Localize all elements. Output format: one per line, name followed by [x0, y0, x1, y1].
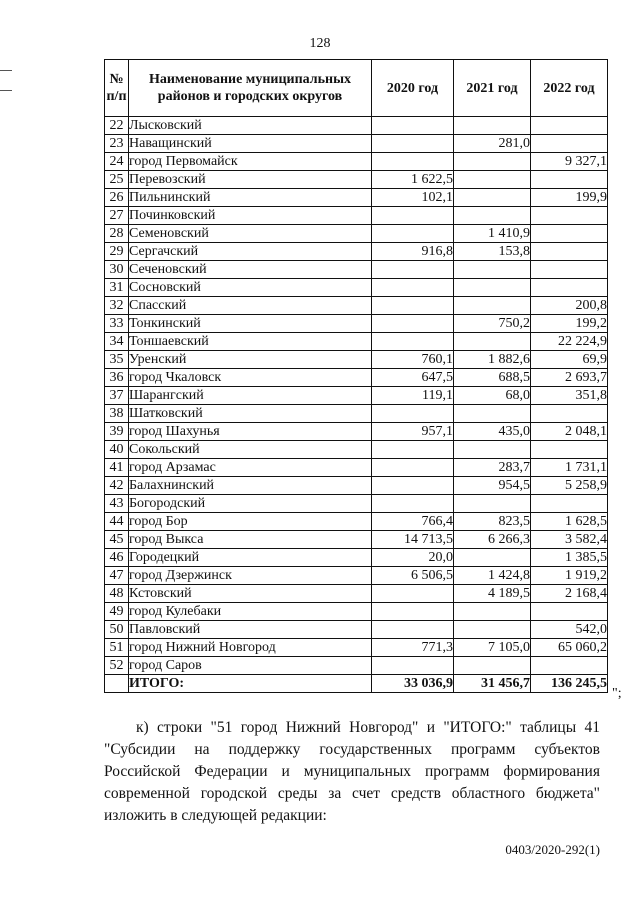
table-row	[105, 135, 608, 153]
row-number: 49	[105, 603, 129, 621]
district-name: город Выкса	[129, 531, 372, 549]
district-name: Сергачский	[129, 243, 372, 261]
district-name: город Чкаловск	[129, 369, 372, 387]
value-2020	[372, 207, 454, 225]
total-2022: 136 245,5	[531, 675, 608, 693]
table-header-row	[105, 60, 608, 117]
header-number: № п/п	[105, 60, 129, 117]
district-name: Павловский	[129, 621, 372, 639]
value-2021	[454, 603, 531, 621]
district-name: город Арзамас	[129, 459, 372, 477]
value-2021: 954,5	[454, 477, 531, 495]
value-2021: 750,2	[454, 315, 531, 333]
value-2022	[531, 657, 608, 675]
value-2021: 688,5	[454, 369, 531, 387]
table-row	[105, 567, 608, 585]
value-2020: 6 506,5	[372, 567, 454, 585]
table-row	[105, 279, 608, 297]
value-2021	[454, 261, 531, 279]
district-name: Починковский	[129, 207, 372, 225]
amendment-paragraph	[104, 717, 600, 827]
table-row	[105, 441, 608, 459]
table-row	[105, 243, 608, 261]
value-2022: 22 224,9	[531, 333, 608, 351]
value-2020	[372, 621, 454, 639]
value-2020: 102,1	[372, 189, 454, 207]
value-2020	[372, 441, 454, 459]
row-number: 46	[105, 549, 129, 567]
value-2021	[454, 171, 531, 189]
value-2021	[454, 495, 531, 513]
table-row	[105, 531, 608, 549]
value-2022	[531, 225, 608, 243]
margin-mark	[0, 70, 12, 71]
header-2022: 2022 год	[531, 60, 608, 117]
table-row	[105, 495, 608, 513]
value-2020	[372, 459, 454, 477]
row-number: 41	[105, 459, 129, 477]
value-2022	[531, 135, 608, 153]
value-2022: 1 385,5	[531, 549, 608, 567]
table-row	[105, 351, 608, 369]
table-row	[105, 621, 608, 639]
value-2021: 435,0	[454, 423, 531, 441]
table-row	[105, 423, 608, 441]
row-number: 45	[105, 531, 129, 549]
row-number: 28	[105, 225, 129, 243]
value-2021: 68,0	[454, 387, 531, 405]
value-2021: 1 424,8	[454, 567, 531, 585]
district-name: Тоншаевский	[129, 333, 372, 351]
district-name: город Саров	[129, 657, 372, 675]
row-number: 50	[105, 621, 129, 639]
district-name: Уренский	[129, 351, 372, 369]
row-number: 39	[105, 423, 129, 441]
district-name: Сокольский	[129, 441, 372, 459]
value-2022: 1 628,5	[531, 513, 608, 531]
value-2020: 647,5	[372, 369, 454, 387]
value-2020	[372, 135, 454, 153]
value-2022: 65 060,2	[531, 639, 608, 657]
value-2022: 199,2	[531, 315, 608, 333]
total-label: ИТОГО:	[129, 675, 372, 693]
row-number: 35	[105, 351, 129, 369]
table-row	[105, 387, 608, 405]
total-row	[105, 675, 608, 693]
table-row	[105, 297, 608, 315]
table-row	[105, 657, 608, 675]
row-number: 23	[105, 135, 129, 153]
district-name: город Кулебаки	[129, 603, 372, 621]
value-2021	[454, 441, 531, 459]
row-number: 38	[105, 405, 129, 423]
value-2022: 199,9	[531, 189, 608, 207]
table-row	[105, 585, 608, 603]
value-2022: 542,0	[531, 621, 608, 639]
district-name: Балахнинский	[129, 477, 372, 495]
value-2022: 9 327,1	[531, 153, 608, 171]
district-name: Семеновский	[129, 225, 372, 243]
total-2021: 31 456,7	[454, 675, 531, 693]
row-number: 24	[105, 153, 129, 171]
row-number: 44	[105, 513, 129, 531]
value-2020: 119,1	[372, 387, 454, 405]
document-code: 0403/2020-292(1)	[505, 842, 600, 857]
value-2022: 1 731,1	[531, 459, 608, 477]
table-row	[105, 513, 608, 531]
header-name: Наименование муниципальных районов и городских округов	[129, 60, 372, 117]
value-2022	[531, 495, 608, 513]
district-name: Пильнинский	[129, 189, 372, 207]
value-2021	[454, 117, 531, 135]
value-2022: 3 582,4	[531, 531, 608, 549]
table-row	[105, 153, 608, 171]
district-name: город Шахунья	[129, 423, 372, 441]
header-2021: 2021 год	[454, 60, 531, 117]
value-2022	[531, 279, 608, 297]
table-row	[105, 225, 608, 243]
row-number: 37	[105, 387, 129, 405]
row-number: 34	[105, 333, 129, 351]
table-row	[105, 549, 608, 567]
value-2020: 14 713,5	[372, 531, 454, 549]
value-2021	[454, 621, 531, 639]
value-2020	[372, 117, 454, 135]
district-name: Спасский	[129, 297, 372, 315]
row-number: 27	[105, 207, 129, 225]
value-2021	[454, 333, 531, 351]
value-2020: 771,3	[372, 639, 454, 657]
table-row	[105, 207, 608, 225]
row-number: 26	[105, 189, 129, 207]
row-number: 30	[105, 261, 129, 279]
value-2022	[531, 405, 608, 423]
district-name: Богородский	[129, 495, 372, 513]
value-2020	[372, 405, 454, 423]
paragraph-text: к) строки "51 город Нижний Новгород" и "ИТОГО:" таблицы 41 "Субсидии на поддержку государственных программ субъектов Российской Федерации и муниципальных программ формирования современной городской среды за счет средств областного бюджета" изложить в следующей редакции:	[104, 719, 600, 824]
value-2020	[372, 315, 454, 333]
value-2022	[531, 603, 608, 621]
table-row	[105, 639, 608, 657]
value-2021: 1 410,9	[454, 225, 531, 243]
table-row	[105, 603, 608, 621]
total-2020: 33 036,9	[372, 675, 454, 693]
value-2020	[372, 279, 454, 297]
closing-quote: ";	[612, 686, 622, 701]
table-row	[105, 315, 608, 333]
value-2021	[454, 297, 531, 315]
district-name: Шарангский	[129, 387, 372, 405]
row-number: 29	[105, 243, 129, 261]
value-2021: 153,8	[454, 243, 531, 261]
value-2020: 916,8	[372, 243, 454, 261]
row-number: 33	[105, 315, 129, 333]
value-2020: 957,1	[372, 423, 454, 441]
value-2020: 760,1	[372, 351, 454, 369]
value-2022: 5 258,9	[531, 477, 608, 495]
value-2020	[372, 585, 454, 603]
row-number: 47	[105, 567, 129, 585]
value-2021	[454, 207, 531, 225]
value-2021	[454, 189, 531, 207]
row-number: 52	[105, 657, 129, 675]
value-2022: 2 693,7	[531, 369, 608, 387]
table-row	[105, 369, 608, 387]
value-2020	[372, 603, 454, 621]
value-2022	[531, 261, 608, 279]
row-number: 25	[105, 171, 129, 189]
value-2022	[531, 171, 608, 189]
value-2021: 823,5	[454, 513, 531, 531]
value-2021: 283,7	[454, 459, 531, 477]
value-2022	[531, 207, 608, 225]
value-2020	[372, 297, 454, 315]
row-number: 48	[105, 585, 129, 603]
value-2020	[372, 153, 454, 171]
header-2020: 2020 год	[372, 60, 454, 117]
value-2020: 766,4	[372, 513, 454, 531]
row-number: 51	[105, 639, 129, 657]
value-2020	[372, 225, 454, 243]
district-name: город Нижний Новгород	[129, 639, 372, 657]
margin-mark	[0, 90, 12, 91]
table-row	[105, 261, 608, 279]
table-row	[105, 117, 608, 135]
table-row	[105, 459, 608, 477]
value-2020	[372, 657, 454, 675]
page-number: 128	[309, 36, 331, 51]
value-2020	[372, 261, 454, 279]
district-name: Лысковский	[129, 117, 372, 135]
value-2021	[454, 405, 531, 423]
district-name: город Бор	[129, 513, 372, 531]
row-number: 32	[105, 297, 129, 315]
value-2020	[372, 477, 454, 495]
district-name: Сосновский	[129, 279, 372, 297]
value-2021	[454, 153, 531, 171]
value-2020: 20,0	[372, 549, 454, 567]
district-name: город Дзержинск	[129, 567, 372, 585]
district-name: Городецкий	[129, 549, 372, 567]
row-number: 22	[105, 117, 129, 135]
total-number	[105, 675, 129, 693]
value-2021: 6 266,3	[454, 531, 531, 549]
value-2022: 69,9	[531, 351, 608, 369]
row-number: 36	[105, 369, 129, 387]
value-2021: 281,0	[454, 135, 531, 153]
table-row	[105, 333, 608, 351]
table-row	[105, 189, 608, 207]
subsidies-table	[104, 59, 608, 693]
value-2020	[372, 333, 454, 351]
value-2022	[531, 117, 608, 135]
value-2021	[454, 657, 531, 675]
value-2022: 1 919,2	[531, 567, 608, 585]
value-2022: 2 168,4	[531, 585, 608, 603]
district-name: Тонкинский	[129, 315, 372, 333]
value-2020: 1 622,5	[372, 171, 454, 189]
district-name: город Первомайск	[129, 153, 372, 171]
district-name: Перевозский	[129, 171, 372, 189]
value-2022: 2 048,1	[531, 423, 608, 441]
row-number: 42	[105, 477, 129, 495]
value-2020	[372, 495, 454, 513]
value-2022	[531, 441, 608, 459]
value-2021: 4 189,5	[454, 585, 531, 603]
row-number: 40	[105, 441, 129, 459]
value-2021	[454, 279, 531, 297]
row-number: 31	[105, 279, 129, 297]
value-2021: 1 882,6	[454, 351, 531, 369]
district-name: Сеченовский	[129, 261, 372, 279]
value-2021	[454, 549, 531, 567]
district-name: Кстовский	[129, 585, 372, 603]
value-2022	[531, 243, 608, 261]
row-number: 43	[105, 495, 129, 513]
table-row	[105, 171, 608, 189]
value-2021: 7 105,0	[454, 639, 531, 657]
district-name: Шатковский	[129, 405, 372, 423]
table-row	[105, 477, 608, 495]
value-2022: 351,8	[531, 387, 608, 405]
district-name: Наващинский	[129, 135, 372, 153]
value-2022: 200,8	[531, 297, 608, 315]
table-row	[105, 405, 608, 423]
